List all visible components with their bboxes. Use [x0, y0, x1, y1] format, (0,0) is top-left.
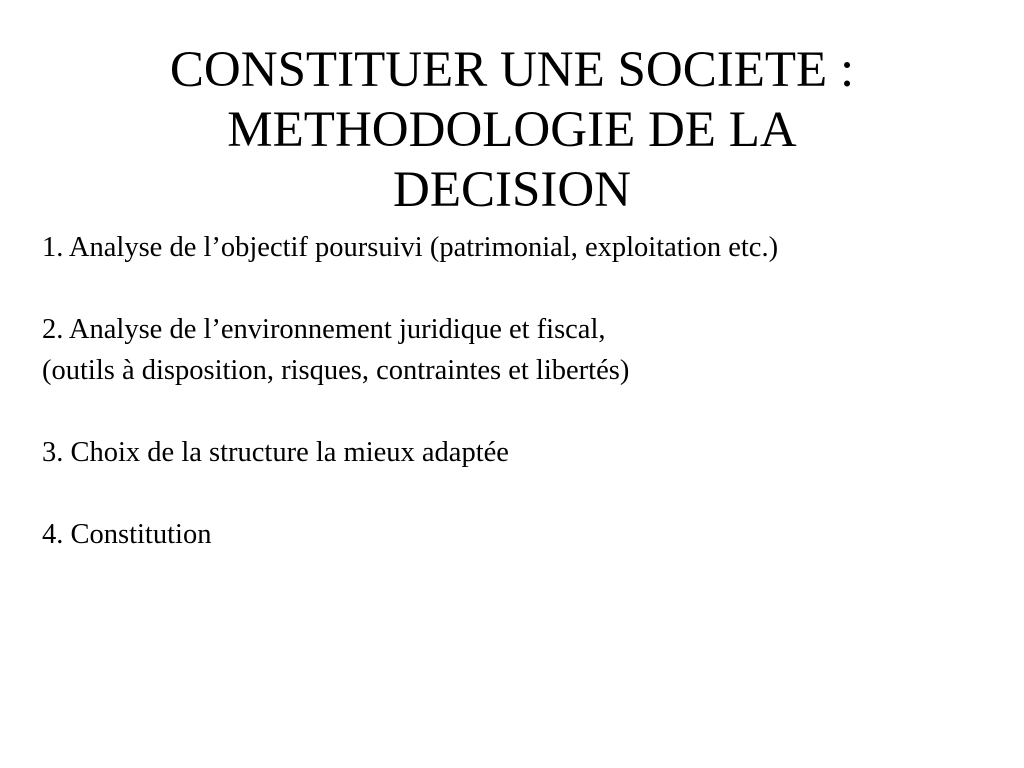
spacer: [42, 473, 1002, 514]
slide-title-line: CONSTITUER UNE SOCIETE :: [169, 42, 855, 98]
slide-title-line: DECISION: [393, 162, 631, 218]
spacer: [42, 391, 1002, 432]
item-1-line: 1. Analyse de l’objectif poursuivi (patrimonial, exploitation etc.): [42, 232, 779, 263]
slide-body: [42, 227, 1002, 555]
item-2-line-1: 2. Analyse de l’environnement juridique et fiscal,: [42, 314, 606, 345]
item-3-line: 3. Choix de la structure la mieux adaptée: [42, 437, 509, 468]
item-2-line-2: (outils à disposition, risques, contraintes et libertés): [42, 355, 630, 386]
slide-title-line: METHODOLOGIE DE LA: [227, 102, 797, 158]
spacer: [42, 268, 1002, 309]
item-4-line: 4. Constitution: [42, 519, 212, 550]
slide-title: [0, 40, 1024, 220]
